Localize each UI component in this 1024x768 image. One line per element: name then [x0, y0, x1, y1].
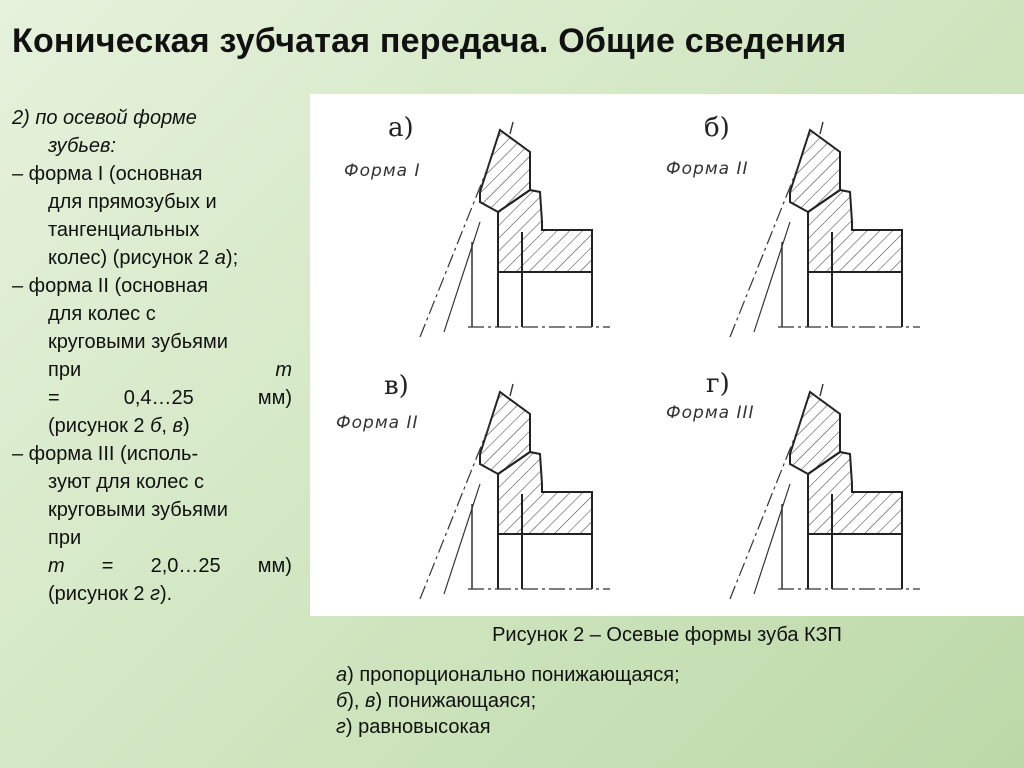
form2-line-6 — [12, 412, 292, 440]
form1-ref-post: ); — [225, 247, 239, 269]
form2-range: 0,4…25 — [123, 387, 194, 409]
form2-line-4 — [12, 356, 292, 384]
form2-line-5 — [12, 384, 292, 412]
panel-b — [666, 113, 920, 337]
panel-a-forma: Форма I — [344, 161, 421, 181]
legend-b: б — [336, 690, 348, 712]
panel-a-letter: а) — [388, 113, 414, 143]
form3-line-2: зуют для колес с — [48, 471, 204, 493]
form2-ref-post: ) — [182, 415, 190, 437]
form3-m: m — [48, 555, 65, 577]
tooth-forms-drawing — [310, 94, 1024, 616]
tooth-forms-figure — [310, 94, 1024, 616]
form2-line-3: круговыми зубьями — [48, 331, 228, 353]
axial-forms-text — [12, 104, 292, 608]
panel-g — [666, 369, 920, 599]
form2-ref-pre: (рисунок 2 — [48, 415, 151, 437]
form3-ref-post: ). — [159, 583, 173, 605]
form3-line-4: при — [48, 527, 82, 549]
legend-bv-text: ) понижающаяся; — [375, 690, 537, 712]
legend-v: в — [365, 690, 376, 712]
legend-a-text: ) пропорционально понижающаяся; — [347, 664, 680, 686]
form3-line-1: – форма III (исполь- — [12, 443, 199, 465]
form2-ref-mid: , — [161, 415, 173, 437]
form1-line-1: – форма I (основная — [12, 163, 203, 185]
form2-pri: при — [48, 359, 82, 381]
form2-eq: = — [48, 387, 60, 409]
form3-eq: = — [101, 555, 114, 577]
slide-title: Коническая зубчатая передача. Общие сведения — [12, 22, 847, 60]
form3-ref-pre: (рисунок 2 — [48, 583, 151, 605]
form3-unit: мм) — [257, 555, 292, 577]
legend-b-mid: ), — [347, 690, 366, 712]
form1-line-4 — [12, 244, 292, 272]
legend-line-2 — [336, 688, 680, 714]
panel-v-forma: Форма II — [336, 413, 419, 433]
form2-ref-v: в — [172, 415, 183, 437]
lead-line: 2) по осевой форме — [12, 107, 197, 129]
figure-caption: Рисунок 2 – Осевые формы зуба КЗП — [492, 624, 842, 646]
form1-ref-letter: а — [214, 247, 226, 269]
form3-line-6 — [12, 580, 292, 608]
form2-m: m — [275, 359, 292, 381]
form1-line-3: тангенциальных — [48, 219, 200, 241]
panel-g-forma: Форма III — [666, 403, 755, 423]
form1-ref-pre: колес) (рисунок 2 — [48, 247, 215, 269]
panel-v — [336, 371, 610, 599]
panel-b-letter: б) — [704, 113, 730, 143]
figure-legend — [336, 662, 680, 740]
form2-line-1: – форма II (основная — [12, 275, 209, 297]
panel-b-forma: Форма II — [666, 159, 749, 179]
legend-g-text: ) равновысокая — [345, 716, 491, 738]
form1-line-2: для прямозубых и — [48, 191, 217, 213]
form2-line-2 — [12, 300, 292, 328]
form3-line-5 — [12, 552, 292, 580]
form3-line-3: круговыми зубьями — [48, 499, 228, 521]
legend-line-1 — [336, 662, 680, 688]
form3-ref-letter: г — [150, 583, 160, 605]
legend-line-3 — [336, 714, 680, 740]
form2-line-2-text: для колес с — [48, 303, 156, 325]
legend-a: а — [336, 664, 348, 686]
legend-g: г — [336, 716, 346, 738]
panel-v-letter: в) — [384, 371, 409, 401]
lead-line-2: зубьев: — [48, 135, 116, 157]
form2-ref-b: б — [150, 415, 162, 437]
form2-unit: мм) — [257, 387, 292, 409]
form3-range: 2,0…25 — [150, 555, 221, 577]
panel-a — [344, 113, 610, 337]
panel-g-letter: г) — [706, 369, 730, 399]
